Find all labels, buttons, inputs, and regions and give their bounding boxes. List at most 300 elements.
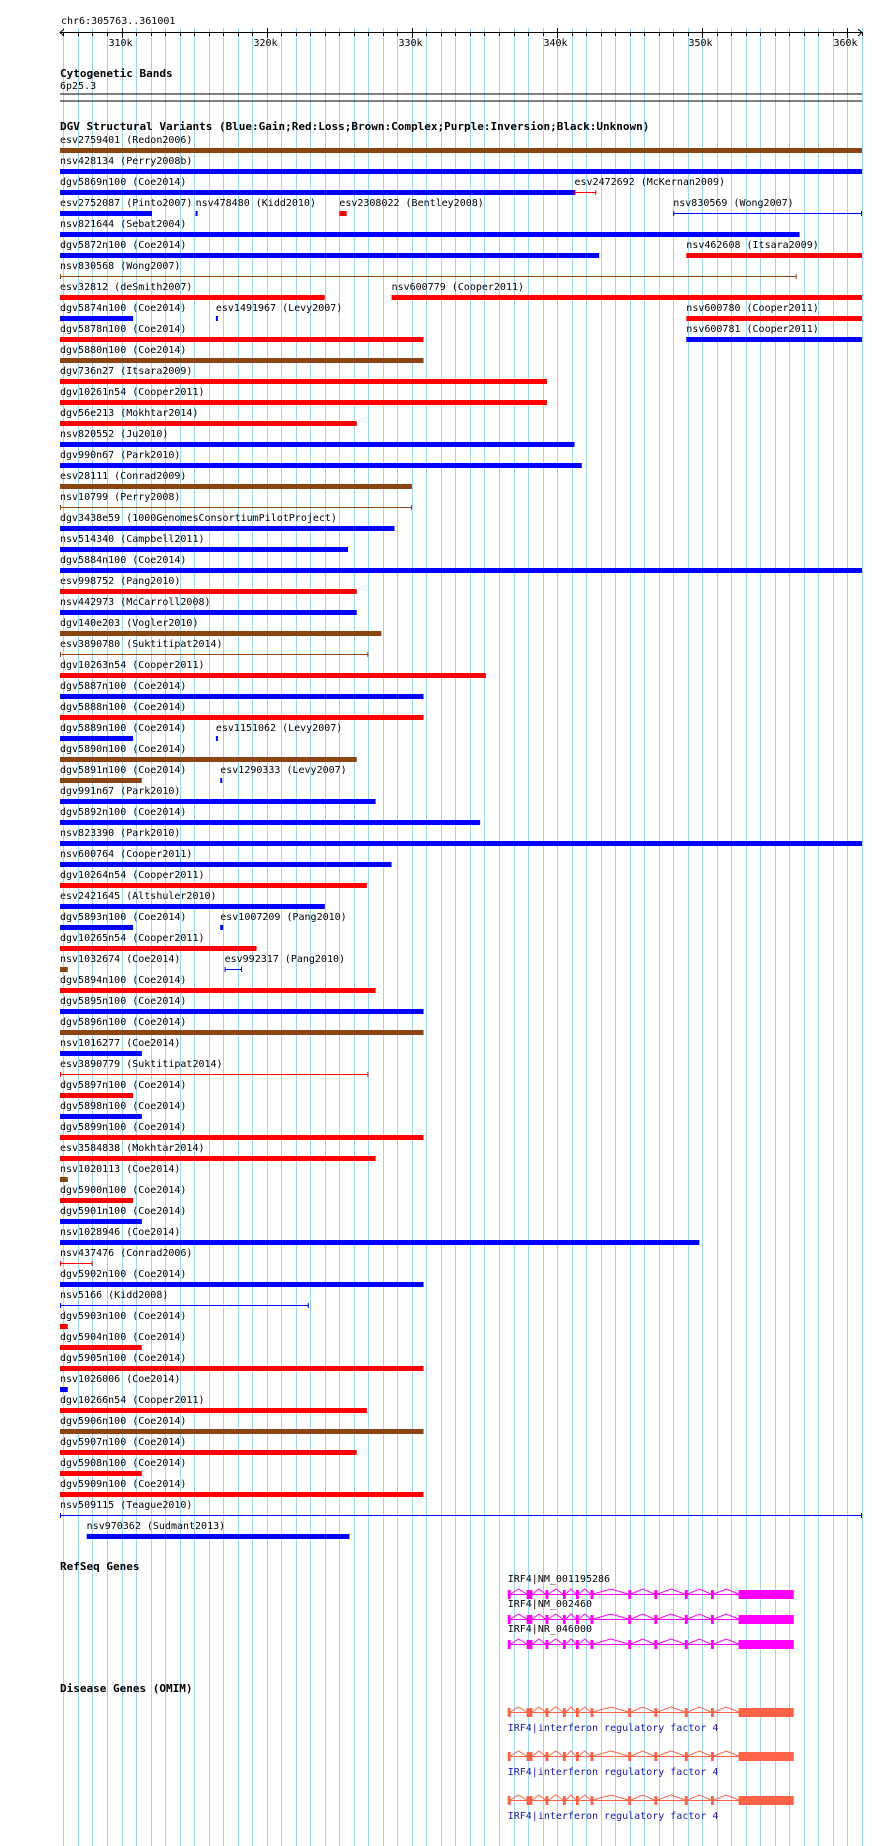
intron [511, 1795, 527, 1800]
variant-bar [60, 904, 325, 909]
intron [657, 1751, 685, 1756]
variant-bar [60, 946, 257, 951]
variant-bar [60, 1429, 424, 1434]
intron [631, 1795, 654, 1800]
variant-label: dgv5895n100 (Coe2014) [60, 996, 187, 1007]
variant-bar [60, 883, 367, 888]
variant-label: dgv10261n54 (Cooper2011) [60, 387, 205, 398]
variant-feature[interactable] [60, 177, 575, 195]
variant-feature[interactable] [60, 261, 797, 279]
gene-feature[interactable] [508, 1795, 794, 1822]
intron [688, 1707, 711, 1712]
variant-bar [60, 463, 582, 468]
intron [657, 1795, 685, 1800]
variant-feature[interactable] [60, 156, 862, 174]
exon [563, 1752, 566, 1761]
variant-bar [60, 568, 862, 573]
exon [685, 1615, 688, 1624]
variant-label: nsv462608 (Itsara2009) [686, 240, 819, 251]
variant-feature[interactable] [60, 198, 192, 216]
variant-feature[interactable] [339, 198, 484, 216]
variant-feature[interactable] [220, 765, 346, 783]
variant-label: nsv1020113 (Coe2014) [60, 1164, 181, 1175]
intron [548, 1795, 563, 1800]
variant-label: esv3890780 (Suktitipat2014) [60, 639, 223, 650]
variant-label: nsv830569 (Wong2007) [673, 198, 794, 209]
variant-feature[interactable] [60, 933, 257, 951]
intron [688, 1639, 711, 1644]
variant-feature[interactable] [216, 723, 342, 741]
exon [590, 1640, 593, 1649]
variant-label: dgv5888n100 (Coe2014) [60, 702, 187, 713]
intron [657, 1639, 685, 1644]
variant-bar [60, 820, 480, 825]
intron [631, 1614, 654, 1619]
variant-bar [60, 715, 424, 720]
variant-label: esv2421645 (Altshuler2010) [60, 891, 217, 902]
variant-bar [60, 1219, 142, 1224]
variant-label: dgv5890n100 (Coe2014) [60, 744, 187, 755]
ruler-tick-label: 320k [253, 38, 278, 49]
variant-label: dgv5880n100 (Coe2014) [60, 345, 187, 356]
variant-feature[interactable] [60, 492, 412, 510]
variant-label: nsv823390 (Park2010) [60, 828, 181, 839]
exon [527, 1708, 533, 1717]
variant-label: nsv509115 (Teague2010) [60, 1500, 193, 1511]
variant-label: dgv5899n100 (Coe2014) [60, 1122, 187, 1133]
variant-bar [60, 190, 575, 195]
variant-bar [60, 1177, 68, 1182]
exon [590, 1796, 593, 1805]
variant-bar [60, 316, 133, 321]
variant-feature[interactable] [686, 240, 862, 258]
variant-feature[interactable] [220, 912, 346, 930]
variant-bar [60, 1366, 424, 1371]
variant-label: esv1491967 (Levy2007) [215, 303, 343, 314]
variant-label: nsv478480 (Kidd2010) [195, 198, 316, 209]
exon [711, 1708, 714, 1717]
variant-bar [60, 694, 424, 699]
variant-label: dgv10264n54 (Cooper2011) [60, 870, 205, 881]
variant-label: nsv821644 (Sebat2004) [60, 219, 187, 230]
exon [590, 1752, 593, 1761]
variant-feature[interactable] [60, 1290, 309, 1308]
variant-feature[interactable] [60, 660, 486, 678]
exon [576, 1796, 579, 1805]
exon [628, 1752, 631, 1761]
intron [631, 1589, 654, 1594]
variant-feature[interactable] [60, 765, 186, 783]
exon [590, 1708, 593, 1717]
ruler-tick-label: 330k [398, 38, 423, 49]
variant-feature[interactable] [60, 723, 186, 741]
exon [711, 1752, 714, 1761]
variant-bar [60, 1471, 142, 1476]
intron [688, 1751, 711, 1756]
exon [628, 1708, 631, 1717]
variant-feature[interactable] [60, 618, 381, 636]
intron [593, 1707, 628, 1712]
exon [685, 1640, 688, 1649]
exon [654, 1615, 657, 1624]
variant-feature[interactable] [60, 1227, 699, 1245]
variant-feature[interactable] [60, 786, 376, 804]
variant-label: dgv5908n100 (Coe2014) [60, 1458, 187, 1469]
variant-bar [60, 736, 133, 741]
variant-feature[interactable] [60, 828, 862, 846]
variant-bar [60, 421, 357, 426]
intron [511, 1589, 527, 1594]
variant-feature[interactable] [60, 366, 547, 384]
intron [579, 1614, 591, 1619]
variant-bar [60, 1240, 699, 1245]
variant-label: dgv56e213 (Mokhtar2014) [60, 408, 199, 419]
variant-feature[interactable] [60, 513, 394, 531]
intron [688, 1795, 711, 1800]
variant-bar [60, 1156, 376, 1161]
gene-feature[interactable] [508, 1624, 794, 1649]
variant-bar [60, 1051, 142, 1056]
exon [654, 1590, 657, 1599]
exon [576, 1615, 579, 1624]
exon [628, 1590, 631, 1599]
variant-label: dgv5869n100 (Coe2014) [60, 177, 187, 188]
variant-feature[interactable] [60, 975, 376, 993]
variant-label: dgv10266n54 (Cooper2011) [60, 1395, 205, 1406]
ruler-tick-label: 310k [108, 38, 133, 49]
cyto-band-label: 6p25.3 [60, 81, 97, 92]
variant-feature[interactable] [60, 408, 357, 426]
variant-bar [60, 673, 486, 678]
variant-bar [60, 1345, 142, 1350]
exon [711, 1590, 714, 1599]
variant-label: dgv10263n54 (Cooper2011) [60, 660, 205, 671]
intron [548, 1589, 563, 1594]
variant-bar [60, 148, 862, 153]
intron [593, 1795, 628, 1800]
variant-feature[interactable] [60, 597, 357, 615]
variant-label: nsv600780 (Cooper2011) [686, 303, 819, 314]
gene-feature[interactable] [508, 1599, 794, 1624]
exon [563, 1796, 566, 1805]
exon [711, 1615, 714, 1624]
variant-bar [87, 1534, 350, 1539]
exon [739, 1615, 794, 1624]
variant-feature[interactable] [60, 282, 325, 300]
variant-feature[interactable] [60, 744, 357, 762]
intron [579, 1589, 591, 1594]
variant-feature[interactable] [60, 471, 412, 489]
variant-bar [60, 757, 357, 762]
exon [527, 1590, 533, 1599]
variant-bar [60, 1324, 68, 1329]
exon [711, 1640, 714, 1649]
variant-feature[interactable] [60, 1080, 186, 1098]
variant-label: nsv428134 (Perry2008b) [60, 156, 193, 167]
variant-bar [60, 925, 133, 930]
exon [654, 1708, 657, 1717]
gene-feature[interactable] [508, 1574, 794, 1599]
exon [628, 1796, 631, 1805]
variant-feature[interactable] [60, 1395, 367, 1413]
exon [576, 1590, 579, 1599]
exon [628, 1640, 631, 1649]
intron [631, 1751, 654, 1756]
variant-feature[interactable] [216, 303, 342, 321]
variant-bar [60, 169, 862, 174]
exon [563, 1615, 566, 1624]
variant-feature[interactable] [60, 303, 186, 321]
variant-label: nsv1032674 (Coe2014) [60, 954, 181, 965]
variant-feature[interactable] [60, 1038, 180, 1056]
exon [527, 1796, 533, 1805]
variant-bar [392, 295, 862, 300]
variant-label: nsv600779 (Cooper2011) [391, 282, 525, 293]
variant-bar [60, 1093, 133, 1098]
ruler-tick-label: 360k [833, 38, 858, 49]
exon [508, 1640, 511, 1649]
exon [527, 1640, 533, 1649]
exon [545, 1590, 548, 1599]
variant-label: esv998752 (Pang2010) [60, 576, 181, 587]
intron [511, 1707, 527, 1712]
variant-label: dgv5906n100 (Coe2014) [60, 1416, 187, 1427]
gene-label: IRF4|NM_001195286 [507, 1574, 611, 1585]
variant-bar [60, 526, 394, 531]
intron [511, 1639, 527, 1644]
variant-label: esv3890779 (Suktitipat2014) [60, 1059, 223, 1070]
coords-label: chr6:305763..361001 [61, 16, 176, 27]
variant-feature[interactable] [60, 1059, 368, 1077]
variant-label: nsv437476 (Conrad2006) [60, 1248, 193, 1259]
variant-bar [60, 967, 68, 972]
variant-label: nsv514340 (Campbell2011) [60, 534, 205, 545]
variant-bar [60, 484, 412, 489]
intron [548, 1707, 563, 1712]
intron [631, 1707, 654, 1712]
variant-label: dgv5884n100 (Coe2014) [60, 555, 187, 566]
variant-feature[interactable] [60, 912, 186, 930]
variant-label: nsv1026006 (Coe2014) [60, 1374, 181, 1385]
variant-feature[interactable] [60, 1332, 186, 1350]
gene-label: IRF4|NM_002460 [507, 1599, 593, 1610]
variant-label: dgv5904n100 (Coe2014) [60, 1332, 187, 1343]
variant-bar [60, 778, 142, 783]
exon [545, 1708, 548, 1717]
exon [739, 1640, 794, 1649]
gene-feature[interactable] [508, 1751, 794, 1778]
exon [508, 1796, 511, 1805]
intron [593, 1639, 628, 1644]
variant-bar [60, 358, 424, 363]
ruler-tick-label: 350k [688, 38, 713, 49]
variant-label: esv2308022 (Bentley2008) [339, 198, 484, 209]
variant-label: dgv5909n100 (Coe2014) [60, 1479, 187, 1490]
variant-bar [216, 736, 218, 741]
variant-label: dgv5887n100 (Coe2014) [60, 681, 187, 692]
exon [576, 1752, 579, 1761]
exon [739, 1796, 794, 1805]
omim-track [508, 1707, 794, 1822]
exon [654, 1796, 657, 1805]
variant-label: nsv442973 (McCarroll2008) [60, 597, 211, 608]
variant-feature[interactable] [60, 240, 599, 258]
intron [566, 1589, 576, 1594]
variant-feature[interactable] [60, 870, 367, 888]
intron [566, 1614, 576, 1619]
intron [657, 1707, 685, 1712]
gene-label: IRF4|interferon regulatory factor 4 [507, 1811, 719, 1822]
exon [527, 1615, 533, 1624]
variant-label: dgv5905n100 (Coe2014) [60, 1353, 187, 1364]
exon [590, 1590, 593, 1599]
variant-bar [60, 1030, 424, 1035]
variant-bar [60, 547, 348, 552]
variant-feature[interactable] [60, 1206, 186, 1224]
variant-bar [216, 316, 218, 321]
exon [739, 1708, 794, 1717]
exon [685, 1752, 688, 1761]
variant-label: dgv990n67 (Park2010) [60, 450, 181, 461]
variant-bar [686, 253, 862, 258]
variant-label: esv1151062 (Levy2007) [215, 723, 343, 734]
intron [593, 1614, 628, 1619]
variant-feature[interactable] [60, 891, 325, 909]
exon [685, 1796, 688, 1805]
intron [548, 1639, 563, 1644]
variant-bar [60, 1009, 424, 1014]
variant-bar [60, 988, 376, 993]
intron [566, 1751, 576, 1756]
intron [688, 1614, 711, 1619]
variant-bar [220, 778, 222, 783]
variant-label: dgv5902n100 (Coe2014) [60, 1269, 187, 1280]
variant-label: esv2752087 (Pinto2007) [60, 198, 193, 209]
variant-label: dgv5878n100 (Coe2014) [60, 324, 187, 335]
variant-feature[interactable] [686, 324, 862, 342]
variant-feature[interactable] [60, 450, 582, 468]
variant-label: dgv736n27 (Itsara2009) [60, 366, 193, 377]
intron [688, 1589, 711, 1594]
variant-label: esv2759401 (Redon2006) [60, 135, 193, 146]
variant-label: dgv5891n100 (Coe2014) [60, 765, 187, 776]
variant-feature[interactable] [60, 1437, 357, 1455]
variant-bar [60, 442, 575, 447]
variant-label: nsv1016277 (Coe2014) [60, 1038, 181, 1049]
variant-label: dgv140e203 (Vogler2010) [60, 618, 199, 629]
variant-bar [339, 211, 346, 216]
variant-bar [60, 1408, 367, 1413]
variant-label: esv32812 (deSmith2007) [60, 282, 193, 293]
exon [508, 1708, 511, 1717]
variant-feature[interactable] [225, 954, 345, 972]
variant-label: nsv830568 (Wong2007) [60, 261, 181, 272]
intron [566, 1707, 576, 1712]
variant-feature[interactable] [60, 135, 862, 153]
intron [579, 1639, 591, 1644]
variant-feature[interactable] [686, 303, 862, 321]
variant-label: esv1007209 (Pang2010) [220, 912, 347, 923]
variant-feature[interactable] [60, 429, 575, 447]
intron [511, 1751, 527, 1756]
variant-feature[interactable] [196, 198, 316, 216]
gene-feature[interactable] [508, 1707, 794, 1734]
exon [545, 1640, 548, 1649]
exon [576, 1640, 579, 1649]
variant-feature[interactable] [60, 1458, 186, 1476]
omim-title: Disease Genes (OMIM) [60, 1682, 193, 1695]
exon [563, 1590, 566, 1599]
variant-bar [60, 400, 547, 405]
intron [579, 1707, 591, 1712]
variant-bar [60, 1282, 424, 1287]
variant-label: dgv991n67 (Park2010) [60, 786, 181, 797]
refseq-track [508, 1574, 794, 1649]
variant-label: nsv600781 (Cooper2011) [686, 324, 819, 335]
variant-bar [60, 295, 325, 300]
variant-feature[interactable] [392, 282, 862, 300]
gene-label: IRF4|NR_046000 [507, 1624, 593, 1635]
variant-feature[interactable] [60, 807, 480, 825]
variant-bar [60, 799, 376, 804]
variant-label: dgv5896n100 (Coe2014) [60, 1017, 187, 1028]
variant-label: esv992317 (Pang2010) [224, 954, 346, 965]
variant-feature[interactable] [60, 1143, 376, 1161]
exon [685, 1708, 688, 1717]
variant-bar [686, 337, 862, 342]
intron [593, 1589, 628, 1594]
variant-feature[interactable] [60, 576, 357, 594]
variant-bar [686, 316, 862, 321]
gene-label: IRF4|interferon regulatory factor 4 [507, 1767, 719, 1778]
dgv-title: DGV Structural Variants (Blue:Gain;Red:Loss;Brown:Complex;Purple:Inversion;Black:Unknown) [60, 120, 650, 133]
variant-feature[interactable] [60, 1185, 186, 1203]
variant-feature[interactable] [60, 534, 348, 552]
variant-label: dgv5872n100 (Coe2014) [60, 240, 187, 251]
exon [545, 1615, 548, 1624]
exon [576, 1708, 579, 1717]
exon [508, 1615, 511, 1624]
variant-bar [60, 1387, 68, 1392]
intron [511, 1614, 527, 1619]
intron [548, 1751, 563, 1756]
exon [711, 1796, 714, 1805]
variant-feature[interactable] [60, 1500, 862, 1518]
variant-feature[interactable] [60, 1101, 186, 1119]
variant-feature[interactable] [60, 555, 862, 573]
exon [527, 1752, 533, 1761]
variant-feature[interactable] [60, 849, 392, 867]
intron [657, 1614, 685, 1619]
exon [590, 1615, 593, 1624]
exon [508, 1590, 511, 1599]
variant-label: dgv5907n100 (Coe2014) [60, 1437, 187, 1448]
variant-label: nsv600764 (Cooper2011) [60, 849, 193, 860]
variant-bar [60, 1198, 133, 1203]
variant-label: nsv1028946 (Coe2014) [60, 1227, 181, 1238]
variant-label: nsv970362 (Sudmant2013) [86, 1521, 226, 1532]
variant-feature[interactable] [60, 1248, 192, 1266]
variant-bar [196, 211, 198, 216]
exon [628, 1615, 631, 1624]
variant-bar [60, 253, 599, 258]
variant-feature[interactable] [60, 639, 368, 657]
variant-feature[interactable] [60, 387, 547, 405]
variant-bar [60, 1492, 424, 1497]
variant-label: dgv5894n100 (Coe2014) [60, 975, 187, 986]
variant-bar [60, 610, 357, 615]
intron [566, 1795, 576, 1800]
